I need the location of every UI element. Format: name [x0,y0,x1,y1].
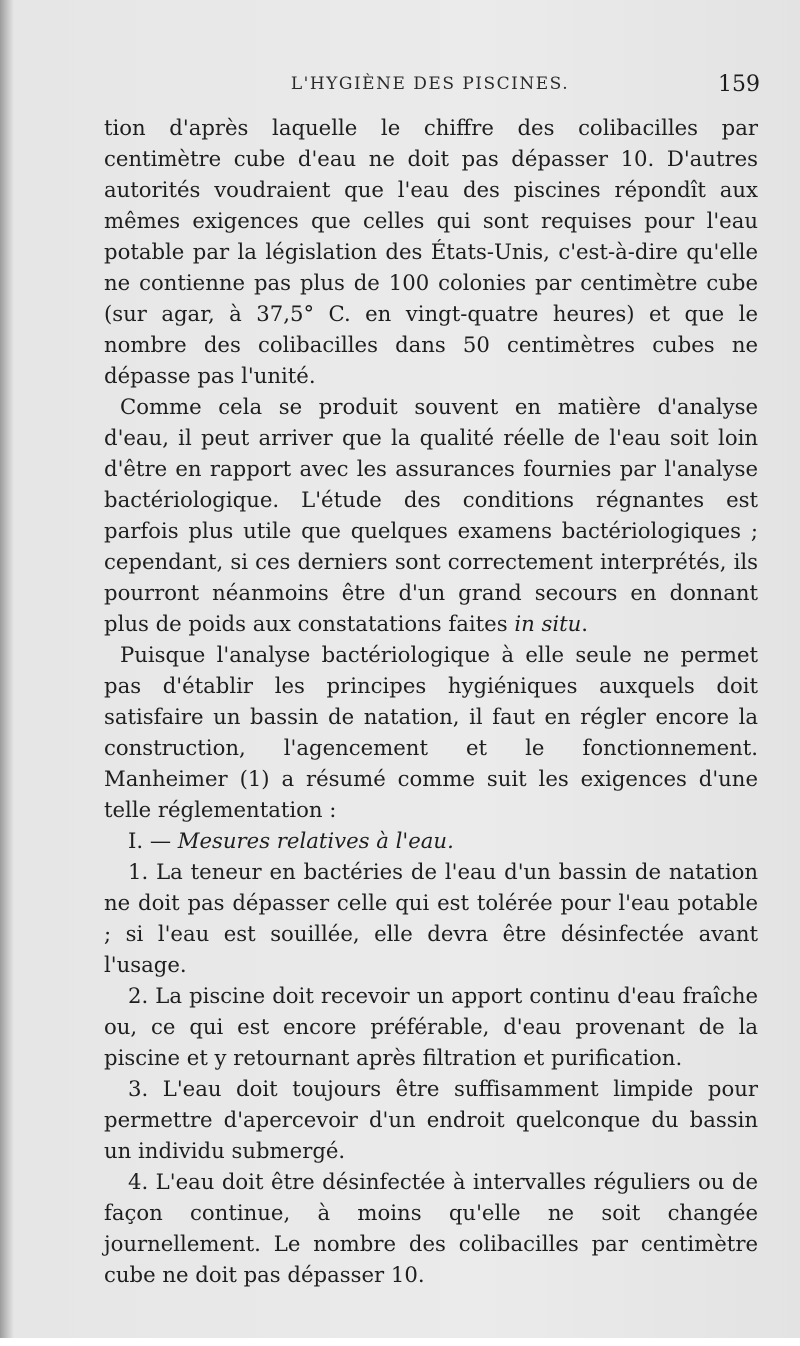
running-head: L'HYGIÈNE DES PISCINES. [290,74,570,94]
list-item-2: 2. La piscine doit recevoir un apport continu d'eau fraîche ou, ce qui est encore préférable, d'eau provenant de la piscine et y retournant après filtration et purification. [104,983,758,1070]
in-situ-italic: in situ [514,611,582,636]
page-number: 159 [718,72,760,97]
page-body [104,112,758,1290]
paragraph-regulation: Puisque l'analyse bactériologique à elle seule ne permet pas d'établir les principes hygiéniques auxquels doit satisfaire un bassin de natation, il faut en régler encore la construction, l'agencement et le fonctionnement. Manheimer (1) a résumé comme suit les exigences d'une telle réglementation : [104,642,758,822]
paragraph-analysis [104,391,758,639]
section-title: Mesures relatives à l'eau. [177,828,454,853]
list-item-4: 4. L'eau doit être désinfectée à intervalles réguliers ou de façon continue, à moins qu'elle ne soit changée journellement. Le nombre des colibacilles par centimètre cube ne doit pas dépasser 10. [104,1169,758,1287]
section-number: I. — [128,828,172,853]
list-item-1: 1. La teneur en bactéries de l'eau d'un bassin de natation ne doit pas dépasser celle qui est tolérée pour l'eau potable ; si l'eau est souillée, elle devra être désinfectée avant l'usage. [104,859,758,977]
paragraph-continued: tion d'après laquelle le chiffre des colibacilles par centimètre cube d'eau ne doit pas dépasser 10. D'autres autorités voudraient que l'eau des piscines répondît aux mêmes exigences que celles qui sont requises pour l'eau potable par la législation des États-Unis, c'est-à-dire qu'elle ne contienne pas plus de 100 colonies par centimètre cube (sur agar, à 37,5° C. en vingt-quatre heures) et que le nombre des colibacilles dans 50 centimètres cubes ne dépasse pas l'unité. [104,115,758,388]
section-heading [104,825,758,856]
list-item-3: 3. L'eau doit toujours être suffisamment limpide pour permettre d'apercevoir d'un endroit quelconque du bassin un individu submergé. [104,1076,758,1163]
paragraph-analysis-end: . [581,611,589,636]
page-bottom-edge [0,1338,800,1346]
page-header [100,74,760,104]
paragraph-analysis-text: Comme cela se produit souvent en matière d'analyse d'eau, il peut arriver que la qualité réelle de l'eau soit loin d'être en rapport avec les assurances fournies par l'analyse bactériologique. L'étude des conditions régnantes est parfois plus utile que quelques examens bactériologiques ; cependant, si ces derniers sont correctement interprétés, ils pourront néanmoins être d'un grand secours en donnant plus de poids aux constatations faites [104,394,758,636]
